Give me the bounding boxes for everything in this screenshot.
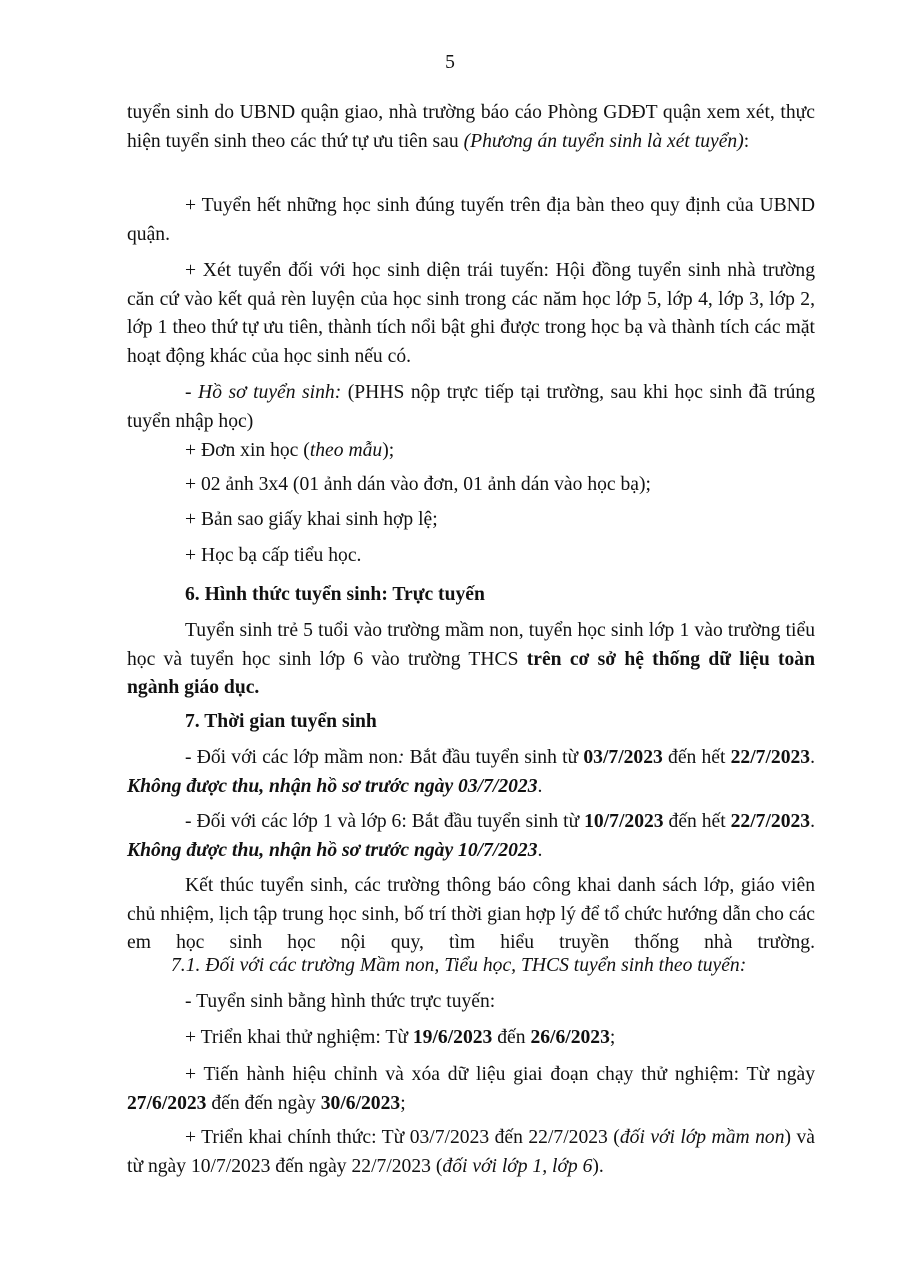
text-run: . [537, 775, 543, 797]
section-heading [127, 708, 815, 737]
text-run: ; [400, 1092, 406, 1114]
text-run: Không được thu, nhận hồ sơ trước ngày 10/7/2023 [127, 839, 538, 861]
paragraph [127, 988, 815, 1017]
text-run: - Đối với các lớp 1 và lớp 6: Bắt đầu tuyển sinh từ [185, 811, 585, 832]
list-item [127, 1124, 815, 1181]
text-run: 7. Thời gian tuyển sinh [185, 711, 377, 732]
text-run: - [185, 382, 199, 403]
text-run: - Tuyển sinh bằng hình thức trực tuyến: [185, 991, 496, 1012]
text-run: 6. Hình thức tuyển sinh: Trực tuyến [185, 584, 485, 605]
text-run: Không được thu, nhận hồ sơ trước ngày 03/7/2023 [127, 775, 538, 797]
text-run: + Đơn xin học ( [185, 440, 310, 461]
paragraph [127, 257, 815, 371]
list-item [127, 437, 815, 466]
text-run: + Học bạ cấp tiểu học. [185, 545, 362, 566]
paragraph [127, 379, 815, 436]
text-run: trên cơ sở hệ thống dữ liệu toàn ngành giáo dục. [127, 648, 815, 699]
section-heading [127, 581, 815, 610]
text-run: + Triển khai chính thức: Từ 03/7/2023 đến 22/7/2023 ( [185, 1127, 620, 1148]
list-item [127, 471, 815, 500]
text-run: đến hết [663, 811, 731, 832]
text-run: theo mẫu [309, 440, 383, 461]
text-run: . [810, 747, 815, 768]
text-run: 7.1. Đối với các trường Mầm non, Tiểu học, THCS tuyển sinh theo tuyến: [171, 955, 747, 976]
text-run: + Bản sao giấy khai sinh hợp lệ; [185, 509, 438, 530]
paragraph [127, 744, 815, 801]
text-run: 10/7/2023 [584, 811, 664, 832]
paragraph [127, 99, 815, 156]
text-run: + Tuyển hết những học sinh đúng tuyến trên địa bàn theo quy định của UBND quận. [127, 195, 815, 245]
text-run: 27/6/2023 [127, 1092, 207, 1114]
text-run: đến [492, 1027, 531, 1048]
text-run: 19/6/2023 [412, 1027, 493, 1048]
text-run: đối với lớp 1, lớp 6 [442, 1155, 593, 1177]
text-run: Tuyển sinh trẻ 5 tuổi vào trường mầm non, tuyển học sinh lớp 1 vào trường tiểu học và tuyển học sinh lớp 6 vào trường THCS [127, 620, 815, 670]
text-run: đối với lớp mầm non [619, 1127, 785, 1148]
paragraph [127, 617, 815, 703]
text-run: : [397, 747, 405, 768]
text-run: đến hết [662, 747, 731, 768]
list-item [127, 542, 815, 571]
text-run: đến đến ngày [206, 1092, 321, 1114]
text-run: tuyển sinh do UBND quận giao, nhà trường báo cáo Phòng GDĐT quận xem xét, thực hiện tuyển sinh theo các thứ tự ưu tiên sau [127, 102, 815, 152]
text-run: : [743, 130, 750, 152]
text-run: . [537, 839, 543, 861]
text-run: 22/7/2023 [730, 811, 811, 832]
text-run: + Xét tuyển đối với học sinh diện trái tuyến: Hội đồng tuyển sinh nhà trường căn cứ vào kết quả rèn luyện của học sinh trong các năm học lớp 5, lớp 4, lớp 3, lớp 2, lớp 1 theo thứ tự ưu tiên, thành tích nổi bật ghi được trong học bạ và thành tích các mặt hoạt động khác của học sinh nếu có. [127, 260, 815, 367]
paragraph [127, 808, 815, 865]
list-item [127, 1061, 815, 1118]
text-run: + 02 ảnh 3x4 (01 ảnh dán vào đơn, 01 ảnh dán vào học bạ); [185, 474, 651, 495]
text-run: + Tiến hành hiệu chỉnh và xóa dữ liệu giai đoạn chạy thử nghiệm: Từ ngày [185, 1064, 815, 1085]
list-item [127, 506, 815, 535]
text-run: ) và từ ngày 10/7/2023 đến ngày 22/7/2023 ( [127, 1127, 815, 1177]
text-run: Kết thúc tuyển sinh, các trường thông báo công khai danh sách lớp, giáo viên chủ nhiệm, lịch tập trung học sinh, bố trí thời gian hợp lý để tổ chức hướng dẫn cho các em học sinh học nội quy, tìm hiểu truyền thống nhà trường. [127, 875, 815, 954]
text-run: - Đối với các lớp mầm non [185, 747, 398, 768]
text-run: ). [592, 1155, 604, 1177]
subsection-heading [127, 952, 815, 981]
text-run: 30/6/2023 [320, 1092, 401, 1114]
list-item [127, 1024, 815, 1053]
paragraph [127, 872, 815, 958]
text-run: 22/7/2023 [730, 747, 811, 768]
text-run: 03/7/2023 [583, 747, 663, 768]
text-run: ; [609, 1027, 616, 1048]
text-run: ); [382, 440, 395, 461]
text-run: . [810, 811, 815, 832]
text-run: (Phương án tuyển sinh là xét tuyển) [463, 130, 744, 152]
text-run: (PHHS nộp trực tiếp tại trường, sau khi học sinh đã trúng tuyển nhập học) [127, 382, 816, 432]
text-run: + Triển khai thử nghiệm: Từ [185, 1027, 413, 1048]
page-number: 5 [445, 52, 455, 73]
text-run: Hồ sơ tuyển sinh: [198, 382, 342, 403]
text-run: 26/6/2023 [530, 1027, 610, 1048]
paragraph [127, 192, 815, 249]
text-run: Bắt đầu tuyển sinh từ [404, 747, 584, 768]
